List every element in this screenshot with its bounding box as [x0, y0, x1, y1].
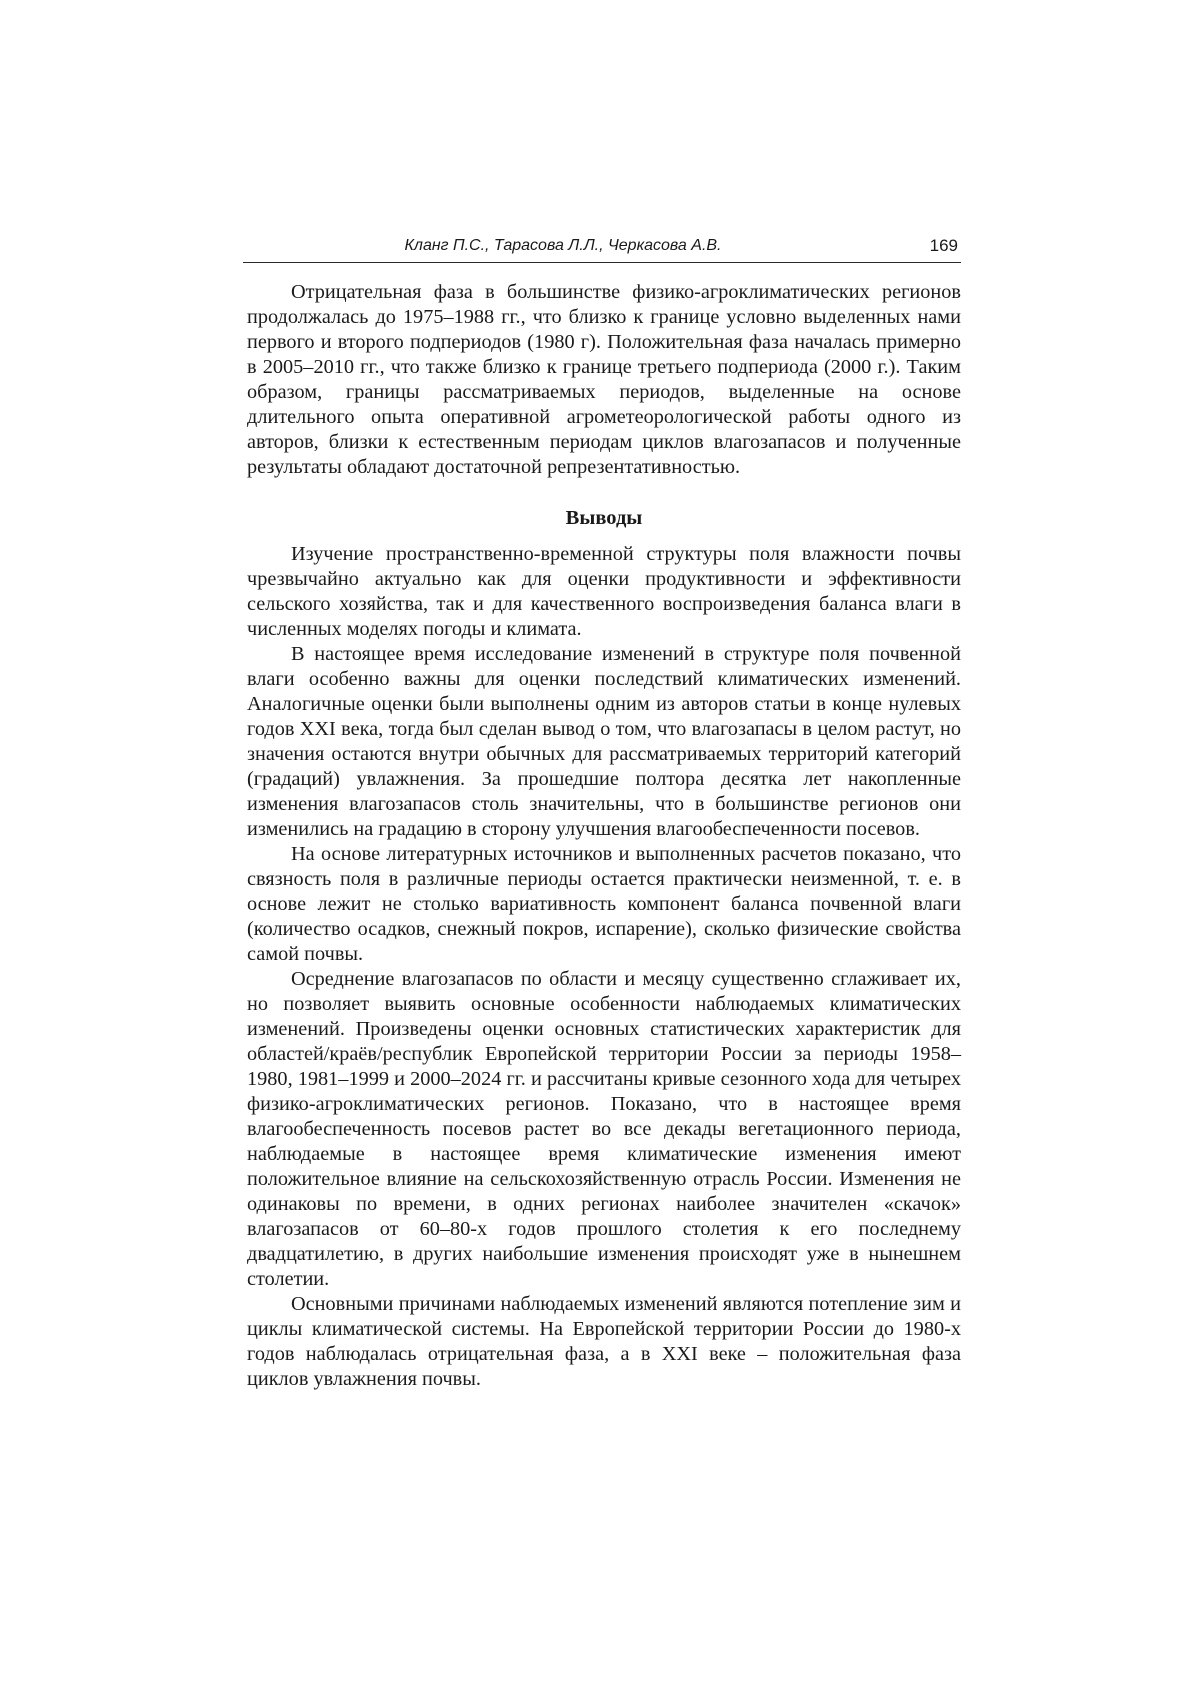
- conclusion-paragraph-1: Изучение пространственно-временной структуры поля влажности почвы чрезвычайно актуально как для оценки продуктивности и эффективности сельского хозяйства, так и для качественного воспроизведения баланса влаги в численных моделях погоды и климата.: [247, 543, 961, 640]
- conclusion-paragraph-3: На основе литературных источников и выполненных расчетов показано, что связность поля в различные периоды остается практически неизменной, т. е. в основе лежит не столько вариативность компонент баланса почвенной влаги (количество осадков, снежный покров, испарение), сколько физические свойства самой почвы.: [247, 843, 961, 965]
- page-number: 169: [929, 236, 958, 255]
- conclusion-paragraph-4: Осреднение влагозапасов по области и месяцу существенно сглаживает их, но позволяет выявить основные особенности наблюдаемых климатических изменений. Произведены оценки основных статистических характеристик для областей/краёв/республик Европейской территории России за периоды 1958–1980, 1981–1999 и 2000–2024 гг. и рассчитаны кривые сезонного хода для четырех физико-агроклиматических регионов. Показано, что в настоящее время влагообеспеченность посевов растет во все декады вегетационного периода, наблюдаемые в настоящее время климатические изменения имеют положительное влияние на сельскохозяйственную отрасль России. Изменения не одинаковы по времени, в одних регионах наиболее значителен «скачок» влагозапасов от 60–80-х годов прошлого столетия к его последнему двадцатилетию, в других наибольшие изменения происходят уже в нынешнем столетии.: [247, 968, 961, 1290]
- running-head: [243, 234, 961, 263]
- conclusion-paragraph-5: Основными причинами наблюдаемых изменений являются потепление зим и циклы климатической системы. На Европейской территории России до 1980-х годов наблюдалась отрицательная фаза, а в XXI веке – положительная фаза циклов увлажнения почвы.: [247, 1293, 961, 1390]
- conclusion-paragraph-2: В настоящее время исследование изменений в структуре поля почвенной влаги особенно важны для оценки последствий климатических изменений. Аналогичные оценки были выполнены одним из авторов статьи в конце нулевых годов XXI века, тогда был сделан вывод о том, что влагозапасы в целом растут, но значения остаются внутри обычных для рассматриваемых территорий категорий (градаций) увлажнения. За прошедшие полтора десятка лет накопленные изменения влагозапасов столь значительны, что в большинстве регионов они изменились на градацию в сторону улучшения влагообеспеченности посевов.: [247, 643, 961, 840]
- section-title-conclusions: Выводы: [565, 507, 643, 529]
- article-body: [247, 280, 961, 1392]
- intro-paragraph: Отрицательная фаза в большинстве физико-агроклиматических регионов продолжалась до 1975–1988 гг., что близко к границе условно выделенных нами первого и второго подпериодов (1980 г). Положительная фаза началась примерно в 2005–2010 гг., что также близко к границе третьего подпериода (2000 г.). Таким образом, границы рассматриваемых периодов, выделенные на основе длительного опыта оперативной агрометеорологической работы одного из авторов, близки к естественным периодам циклов влагозапасов и полученные результаты обладают достаточной репрезентативностью.: [247, 281, 961, 478]
- running-head-authors: Кланг П.С., Тарасова Л.Л., Черкасова А.В.: [404, 237, 722, 254]
